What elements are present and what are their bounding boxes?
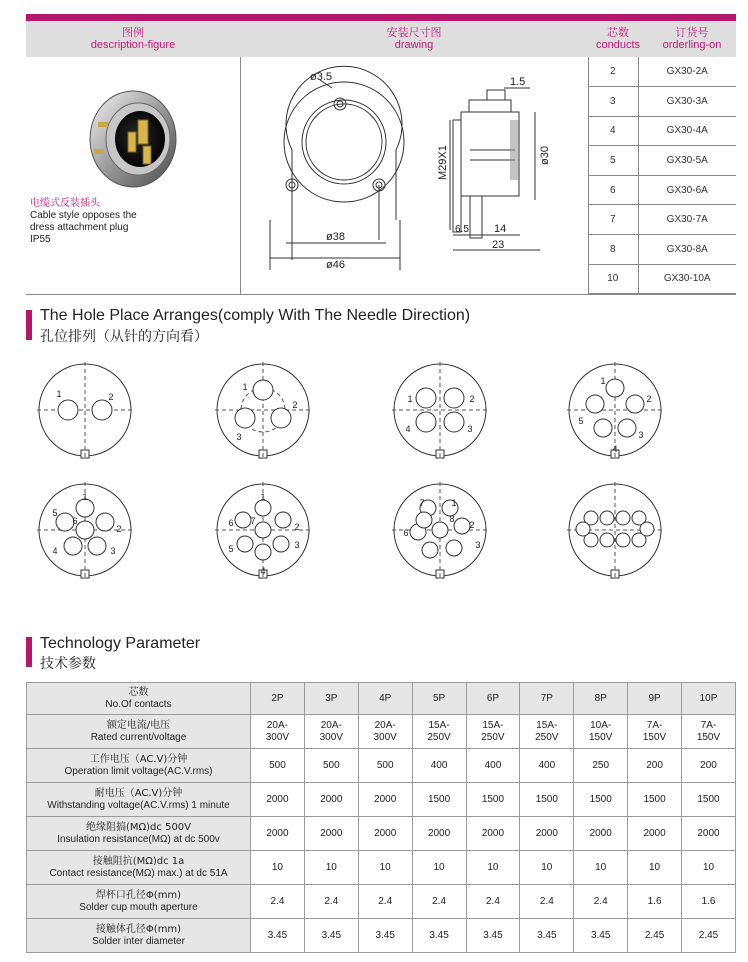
tech-cell: 20A- 300V	[304, 715, 358, 749]
pin-label: 1	[600, 376, 606, 386]
tech-row	[27, 749, 736, 783]
svg-text:M29X1: M29X1	[437, 145, 449, 180]
header-conducts: 芯数 conducts	[595, 26, 641, 51]
header-figure: 图例 description-figure	[90, 26, 176, 51]
pin-label: 2	[469, 394, 475, 404]
tech-row	[27, 919, 736, 953]
tech-cell: 400	[412, 749, 466, 783]
pin-label: 1	[242, 382, 248, 392]
svg-text:ø3.5: ø3.5	[310, 71, 333, 83]
pin-hole	[271, 408, 291, 428]
pin-label: 5	[52, 508, 58, 518]
pin-label: 3	[638, 430, 644, 440]
tech-cell: 2000	[466, 817, 520, 851]
order-conducts: 4	[588, 116, 638, 146]
hole-layout	[215, 362, 311, 458]
tech-row-label: 额定电流/电压 Rated current/voltage	[27, 715, 251, 749]
pin-label: 4	[612, 444, 618, 454]
pin-label: 6	[403, 528, 409, 538]
pin-label: 6	[228, 518, 234, 528]
svg-text:14: 14	[494, 223, 507, 235]
pin-hole	[255, 522, 271, 538]
tech-cell: 2.4	[574, 885, 628, 919]
svg-text:1.5: 1.5	[510, 76, 526, 88]
tech-cell: 3.45	[520, 919, 574, 953]
pin-label: 5	[578, 416, 584, 426]
tech-cell: 2.4	[412, 885, 466, 919]
tech-col-header: 5P	[412, 683, 466, 715]
tech-cell: 20A- 300V	[251, 715, 305, 749]
tech-cell: 400	[520, 749, 574, 783]
plug-label-en: Cable style opposes the dress attachment plug IP55	[30, 210, 137, 245]
pin-hole	[58, 400, 78, 420]
tech-row	[27, 715, 736, 749]
pin-label: 1	[451, 498, 457, 508]
pin-label: 4	[260, 566, 266, 576]
tech-col-header: 2P	[251, 683, 305, 715]
svg-text:6.5: 6.5	[455, 224, 469, 235]
tech-cell: 2.4	[358, 885, 412, 919]
section-marker	[26, 310, 32, 340]
tech-cell: 3.45	[574, 919, 628, 953]
pin-hole	[237, 536, 253, 552]
tech-cell: 1.6	[628, 885, 682, 919]
hole-layout	[215, 482, 311, 578]
pin-hole	[235, 408, 255, 428]
pin-hole	[88, 537, 106, 555]
pin-label: 3	[236, 432, 242, 442]
pin-label: 8	[449, 514, 455, 524]
pin-label: 3	[475, 540, 481, 550]
order-row	[588, 205, 736, 235]
tech-row-label: 焊杯口孔径Φ(mm) Solder cup mouth aperture	[27, 885, 251, 919]
tech-cell: 1500	[682, 783, 736, 817]
pin-hole	[446, 540, 462, 556]
pin-label: 4	[405, 424, 411, 434]
pin-hole	[616, 511, 630, 525]
tech-cell: 2000	[358, 783, 412, 817]
pin-hole	[275, 512, 291, 528]
pin-label: 2	[294, 522, 300, 532]
pin-hole	[432, 522, 448, 538]
tech-cell: 15A- 250V	[520, 715, 574, 749]
tech-col-header: 9P	[628, 683, 682, 715]
tech-col-header: 4P	[358, 683, 412, 715]
tech-row	[27, 885, 736, 919]
tech-cell: 10	[682, 851, 736, 885]
tech-row	[27, 783, 736, 817]
tech-row-label: 接触阻抗(MΩ)dc 1a Contact resistance(MΩ) max.) at dc 51A	[27, 851, 251, 885]
pin-hole	[255, 500, 271, 516]
tech-cell: 250	[574, 749, 628, 783]
tech-cell: 2000	[682, 817, 736, 851]
tech-cell: 2000	[251, 783, 305, 817]
svg-text:23: 23	[492, 239, 505, 251]
tech-header-label: 芯数 No.Of contacts	[27, 683, 251, 715]
hole-layout	[567, 482, 663, 578]
tech-section-title: Technology Parameter	[40, 635, 201, 652]
plug-label-cn: 电缆式反装插头	[30, 198, 100, 209]
tech-header-row	[27, 683, 736, 715]
order-code: GX30-6A	[638, 175, 736, 205]
pin-hole	[618, 419, 636, 437]
order-row	[588, 146, 736, 176]
tech-col-header: 3P	[304, 683, 358, 715]
pin-label: 1	[260, 492, 266, 502]
pin-label: 2	[646, 394, 652, 404]
tech-cell: 500	[251, 749, 305, 783]
order-code: GX30-2A	[638, 57, 736, 87]
tech-cell: 1.6	[682, 885, 736, 919]
tech-cell: 1500	[628, 783, 682, 817]
pin-label: 7	[419, 498, 425, 508]
svg-text:ø38: ø38	[326, 231, 345, 243]
order-code: GX30-10A	[638, 264, 736, 294]
tech-section-title-cn: 技术参数	[40, 656, 96, 672]
tech-row	[27, 851, 736, 885]
tech-cell: 500	[304, 749, 358, 783]
tech-col-header: 8P	[574, 683, 628, 715]
tech-col-header: 10P	[682, 683, 736, 715]
pin-hole	[255, 544, 271, 560]
spec-header	[26, 21, 736, 57]
tech-cell: 10	[574, 851, 628, 885]
tech-cell: 1500	[412, 783, 466, 817]
tech-cell: 10	[628, 851, 682, 885]
pin-hole	[616, 533, 630, 547]
tech-cell: 10	[251, 851, 305, 885]
tech-cell: 2000	[304, 783, 358, 817]
tech-cell: 1500	[574, 783, 628, 817]
pin-hole	[444, 412, 464, 432]
order-conducts: 8	[588, 235, 638, 265]
pin-label: 1	[407, 394, 413, 404]
svg-text:ø46: ø46	[326, 259, 345, 271]
tech-cell: 2000	[412, 817, 466, 851]
hole-arrangements	[0, 350, 748, 590]
pin-hole	[444, 388, 464, 408]
order-code: GX30-5A	[638, 146, 736, 176]
tech-cell: 2.4	[466, 885, 520, 919]
tech-row-label: 接触体孔径Φ(mm) Solder inter diameter	[27, 919, 251, 953]
pin-hole	[76, 521, 94, 539]
tech-cell: 20A- 300V	[358, 715, 412, 749]
tech-col-header: 7P	[520, 683, 574, 715]
pin-label: 2	[292, 400, 298, 410]
pin-hole	[594, 419, 612, 437]
order-table	[588, 57, 736, 294]
order-code: GX30-4A	[638, 116, 736, 146]
pin-label: 6	[72, 516, 78, 526]
top-accent-bar	[26, 14, 736, 21]
pin-hole	[422, 542, 438, 558]
pin-hole	[600, 511, 614, 525]
hole-layout	[392, 362, 488, 458]
plug-image	[88, 84, 178, 194]
tech-cell: 2000	[304, 817, 358, 851]
tech-cell: 2.45	[628, 919, 682, 953]
tech-cell: 10	[466, 851, 520, 885]
tech-cell: 10	[412, 851, 466, 885]
order-row	[588, 116, 736, 146]
pin-hole	[576, 522, 590, 536]
tech-cell: 2000	[251, 817, 305, 851]
order-code: GX30-3A	[638, 87, 736, 117]
hole-section-title: The Hole Place Arranges(comply With The Needle Direction)	[40, 307, 471, 324]
pin-label: 2	[108, 392, 114, 402]
pin-hole	[454, 518, 470, 534]
order-row	[588, 57, 736, 87]
tech-col-header: 6P	[466, 683, 520, 715]
pin-hole	[56, 513, 74, 531]
hole-layout	[567, 362, 663, 458]
pin-label: 2	[116, 524, 122, 534]
installation-drawing	[240, 60, 570, 290]
tech-cell: 10	[520, 851, 574, 885]
order-conducts: 5	[588, 146, 638, 176]
hole-layout	[37, 362, 133, 458]
tech-cell: 3.45	[466, 919, 520, 953]
tech-cell: 1500	[520, 783, 574, 817]
pin-hole	[626, 395, 644, 413]
pin-hole	[416, 412, 436, 432]
hole-section-title-cn: 孔位排列（从针的方向看）	[40, 329, 208, 345]
order-conducts: 3	[588, 87, 638, 117]
tech-cell: 3.45	[251, 919, 305, 953]
tech-parameter-table	[26, 682, 736, 953]
pin-hole	[273, 536, 289, 552]
order-row	[588, 235, 736, 265]
pin-label: 2	[469, 520, 475, 530]
tech-row-label: 耐电压（AC.V)分钟 Withstanding voltage(AC.V.rms) 1 minute	[27, 783, 251, 817]
tech-cell: 7A- 150V	[628, 715, 682, 749]
header-drawing: 安装尺寸图 drawing	[386, 26, 442, 51]
order-row	[588, 175, 736, 205]
tech-cell: 2.4	[251, 885, 305, 919]
pin-label: 7	[250, 516, 256, 526]
tech-cell: 2000	[358, 817, 412, 851]
tech-cell: 3.45	[358, 919, 412, 953]
tech-cell: 2.45	[682, 919, 736, 953]
pin-hole	[416, 388, 436, 408]
tech-cell: 15A- 250V	[466, 715, 520, 749]
pin-hole	[235, 512, 251, 528]
tech-cell: 200	[682, 749, 736, 783]
pin-hole	[416, 512, 432, 528]
pin-label: 3	[294, 540, 300, 550]
order-conducts: 6	[588, 175, 638, 205]
pin-hole	[600, 533, 614, 547]
pin-hole	[96, 513, 114, 531]
order-conducts: 10	[588, 264, 638, 294]
tech-cell: 2000	[574, 817, 628, 851]
pin-hole	[640, 522, 654, 536]
pin-hole	[64, 537, 82, 555]
pin-label: 5	[228, 544, 234, 554]
order-code: GX30-8A	[638, 235, 736, 265]
tech-cell: 10	[358, 851, 412, 885]
tech-cell: 3.45	[412, 919, 466, 953]
tech-cell: 2000	[520, 817, 574, 851]
tech-cell: 2000	[628, 817, 682, 851]
hole-layout	[37, 482, 133, 578]
section-marker	[26, 637, 32, 667]
pin-hole	[253, 380, 273, 400]
tech-cell: 500	[358, 749, 412, 783]
order-row	[588, 87, 736, 117]
order-row	[588, 264, 736, 294]
pin-label: 1	[56, 389, 62, 399]
tech-cell: 7A- 150V	[682, 715, 736, 749]
tech-cell: 15A- 250V	[412, 715, 466, 749]
pin-label: 1	[82, 492, 88, 502]
tech-cell: 400	[466, 749, 520, 783]
order-conducts: 7	[588, 205, 638, 235]
pin-label: 3	[467, 424, 473, 434]
header-order: 订货号 orderling-on	[662, 26, 722, 51]
order-conducts: 2	[588, 57, 638, 87]
hole-layout	[392, 482, 488, 578]
tech-cell: 10	[304, 851, 358, 885]
pin-hole	[606, 379, 624, 397]
tech-row-label: 工作电压（AC.V)分钟 Operation limit voltage(AC.V.rms)	[27, 749, 251, 783]
order-code: GX30-7A	[638, 205, 736, 235]
tech-row	[27, 817, 736, 851]
pin-hole	[92, 400, 112, 420]
tech-cell: 1500	[466, 783, 520, 817]
svg-text:ø30: ø30	[539, 146, 551, 165]
pin-hole	[586, 395, 604, 413]
pin-label: 3	[110, 546, 116, 556]
tech-cell: 10A- 150V	[574, 715, 628, 749]
tech-row-label: 绝缘阻搞(MΩ)dc 500V Insulation resistance(MΩ) at dc 500v	[27, 817, 251, 851]
tech-cell: 3.45	[304, 919, 358, 953]
tech-cell: 2.4	[520, 885, 574, 919]
tech-cell: 2.4	[304, 885, 358, 919]
pin-label: 4	[52, 546, 58, 556]
tech-cell: 200	[628, 749, 682, 783]
